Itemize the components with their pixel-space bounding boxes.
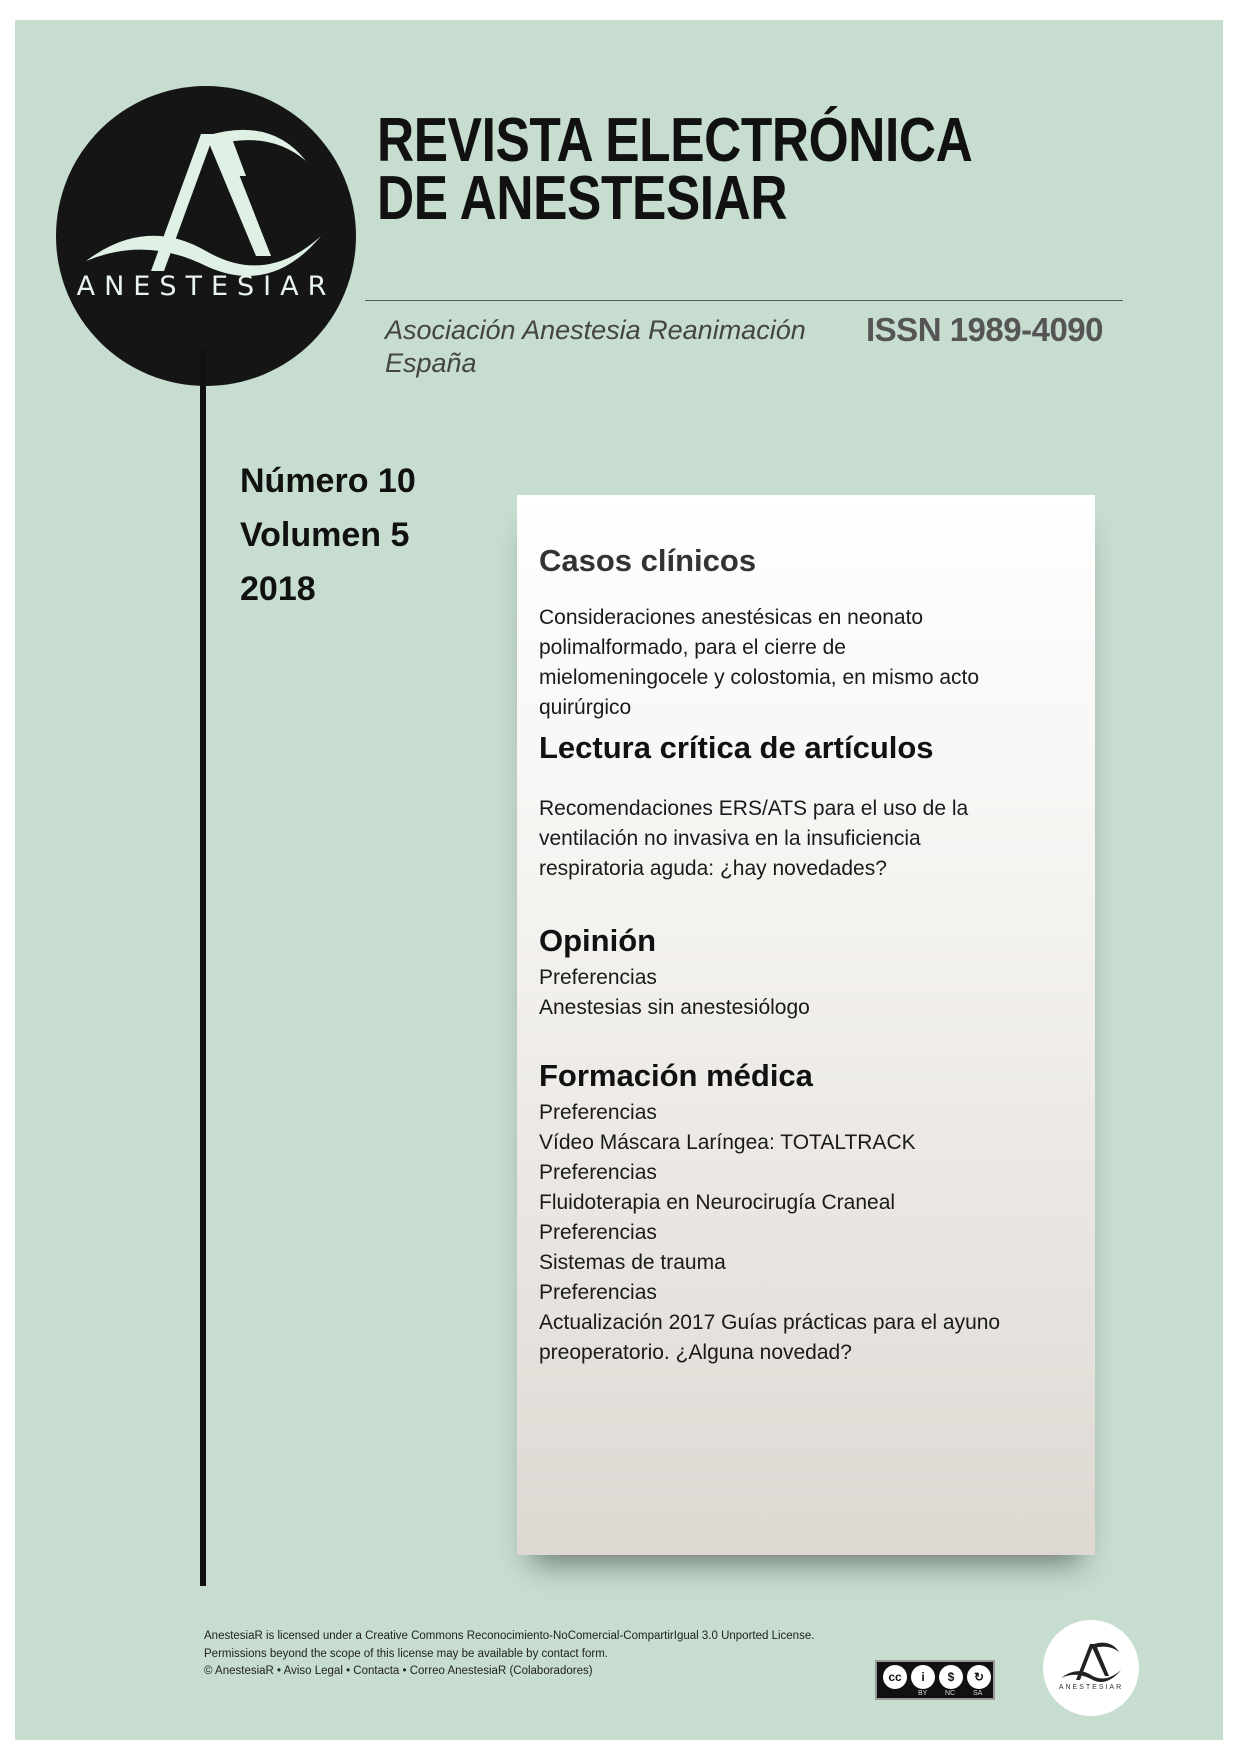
section-heading: Formación médica: [539, 1058, 813, 1093]
article-link[interactable]: Consideraciones anestésicas en neonato polimalformado, para el cierre de mielomeningocele y colostomia, en mismo acto quirúrgico: [539, 606, 980, 719]
article-link[interactable]: Preferencias: [539, 966, 657, 989]
section-casos-clinicos: [539, 543, 1009, 723]
anestesiar-small-logo: [1043, 1620, 1139, 1716]
section-heading: Lectura crítica de artículos: [539, 730, 934, 765]
nc-icon: $: [939, 1665, 963, 1689]
issue-number: Número 10: [240, 462, 416, 500]
sa-icon: ↻: [967, 1665, 991, 1689]
creative-commons-badge[interactable]: [875, 1660, 995, 1700]
article-link[interactable]: Sistemas de trauma: [539, 1251, 726, 1274]
section-opinion: [539, 923, 810, 1023]
article-link[interactable]: Actualización 2017 Guías prácticas para el ayuno preoperatorio. ¿Alguna novedad?: [539, 1311, 1001, 1364]
section-lectura-critica: [539, 730, 1009, 884]
article-link[interactable]: Preferencias: [539, 1221, 657, 1244]
contents-panel: [517, 495, 1095, 1555]
article-link[interactable]: Fluidoterapia en Neurocirugía Craneal: [539, 1191, 896, 1214]
article-link[interactable]: Preferencias: [539, 1101, 657, 1124]
association-name: Asociación Anestesia Reanimación España: [385, 315, 806, 378]
issue-year: 2018: [240, 570, 316, 608]
section-heading: Opinión: [539, 923, 657, 958]
logo-mark-icon: [56, 86, 356, 386]
article-link[interactable]: Vídeo Máscara Laríngea: TOTALTRACK: [539, 1131, 916, 1154]
small-logo-wordmark: ANESTESIAR: [1058, 1684, 1124, 1691]
issue-info: [240, 454, 416, 616]
header-divider: [365, 300, 1123, 301]
logo-wordmark: ANESTESIAR: [76, 271, 336, 302]
anestesiar-logo: [56, 86, 356, 386]
footer-links[interactable]: © AnestesiaR • Aviso Legal • Contacta • Correo AnestesiaR (Colaboradores): [204, 1665, 593, 1677]
cc-tag: BY: [918, 1690, 928, 1697]
by-icon: i: [911, 1665, 935, 1689]
article-link[interactable]: Preferencias: [539, 1281, 657, 1304]
article-link[interactable]: Preferencias: [539, 1161, 657, 1184]
cover-page: [15, 20, 1223, 1740]
issue-volume: Volumen 5: [240, 516, 410, 554]
license-notice: [204, 1628, 814, 1681]
cc-tag: SA: [973, 1690, 983, 1697]
logo-mark-icon: [1043, 1620, 1139, 1716]
article-link[interactable]: Recomendaciones ERS/ATS para el uso de la ventilación no invasiva en la insuficiencia respiratoria aguda: ¿hay novedades?: [539, 797, 969, 880]
license-line[interactable]: AnestesiaR is licensed under a Creative Commons Reconocimiento-NoComercial-CompartirIgual 3.0 Unported License.: [204, 1630, 815, 1642]
article-link[interactable]: Anestesias sin anestesiólogo: [539, 996, 810, 1019]
section-formacion-medica: [539, 1058, 1009, 1368]
cc-icon: cc: [883, 1665, 907, 1689]
journal-title: REVISTA ELECTRÓNICA DE ANESTESIAR: [377, 106, 971, 233]
section-heading: Casos clínicos: [539, 543, 757, 578]
license-line: Permissions beyond the scope of this license may be available by contact form.: [204, 1647, 608, 1660]
issn: ISSN 1989-4090: [866, 311, 1104, 348]
cc-tag: NC: [945, 1690, 956, 1697]
vertical-rule: [200, 350, 206, 1586]
